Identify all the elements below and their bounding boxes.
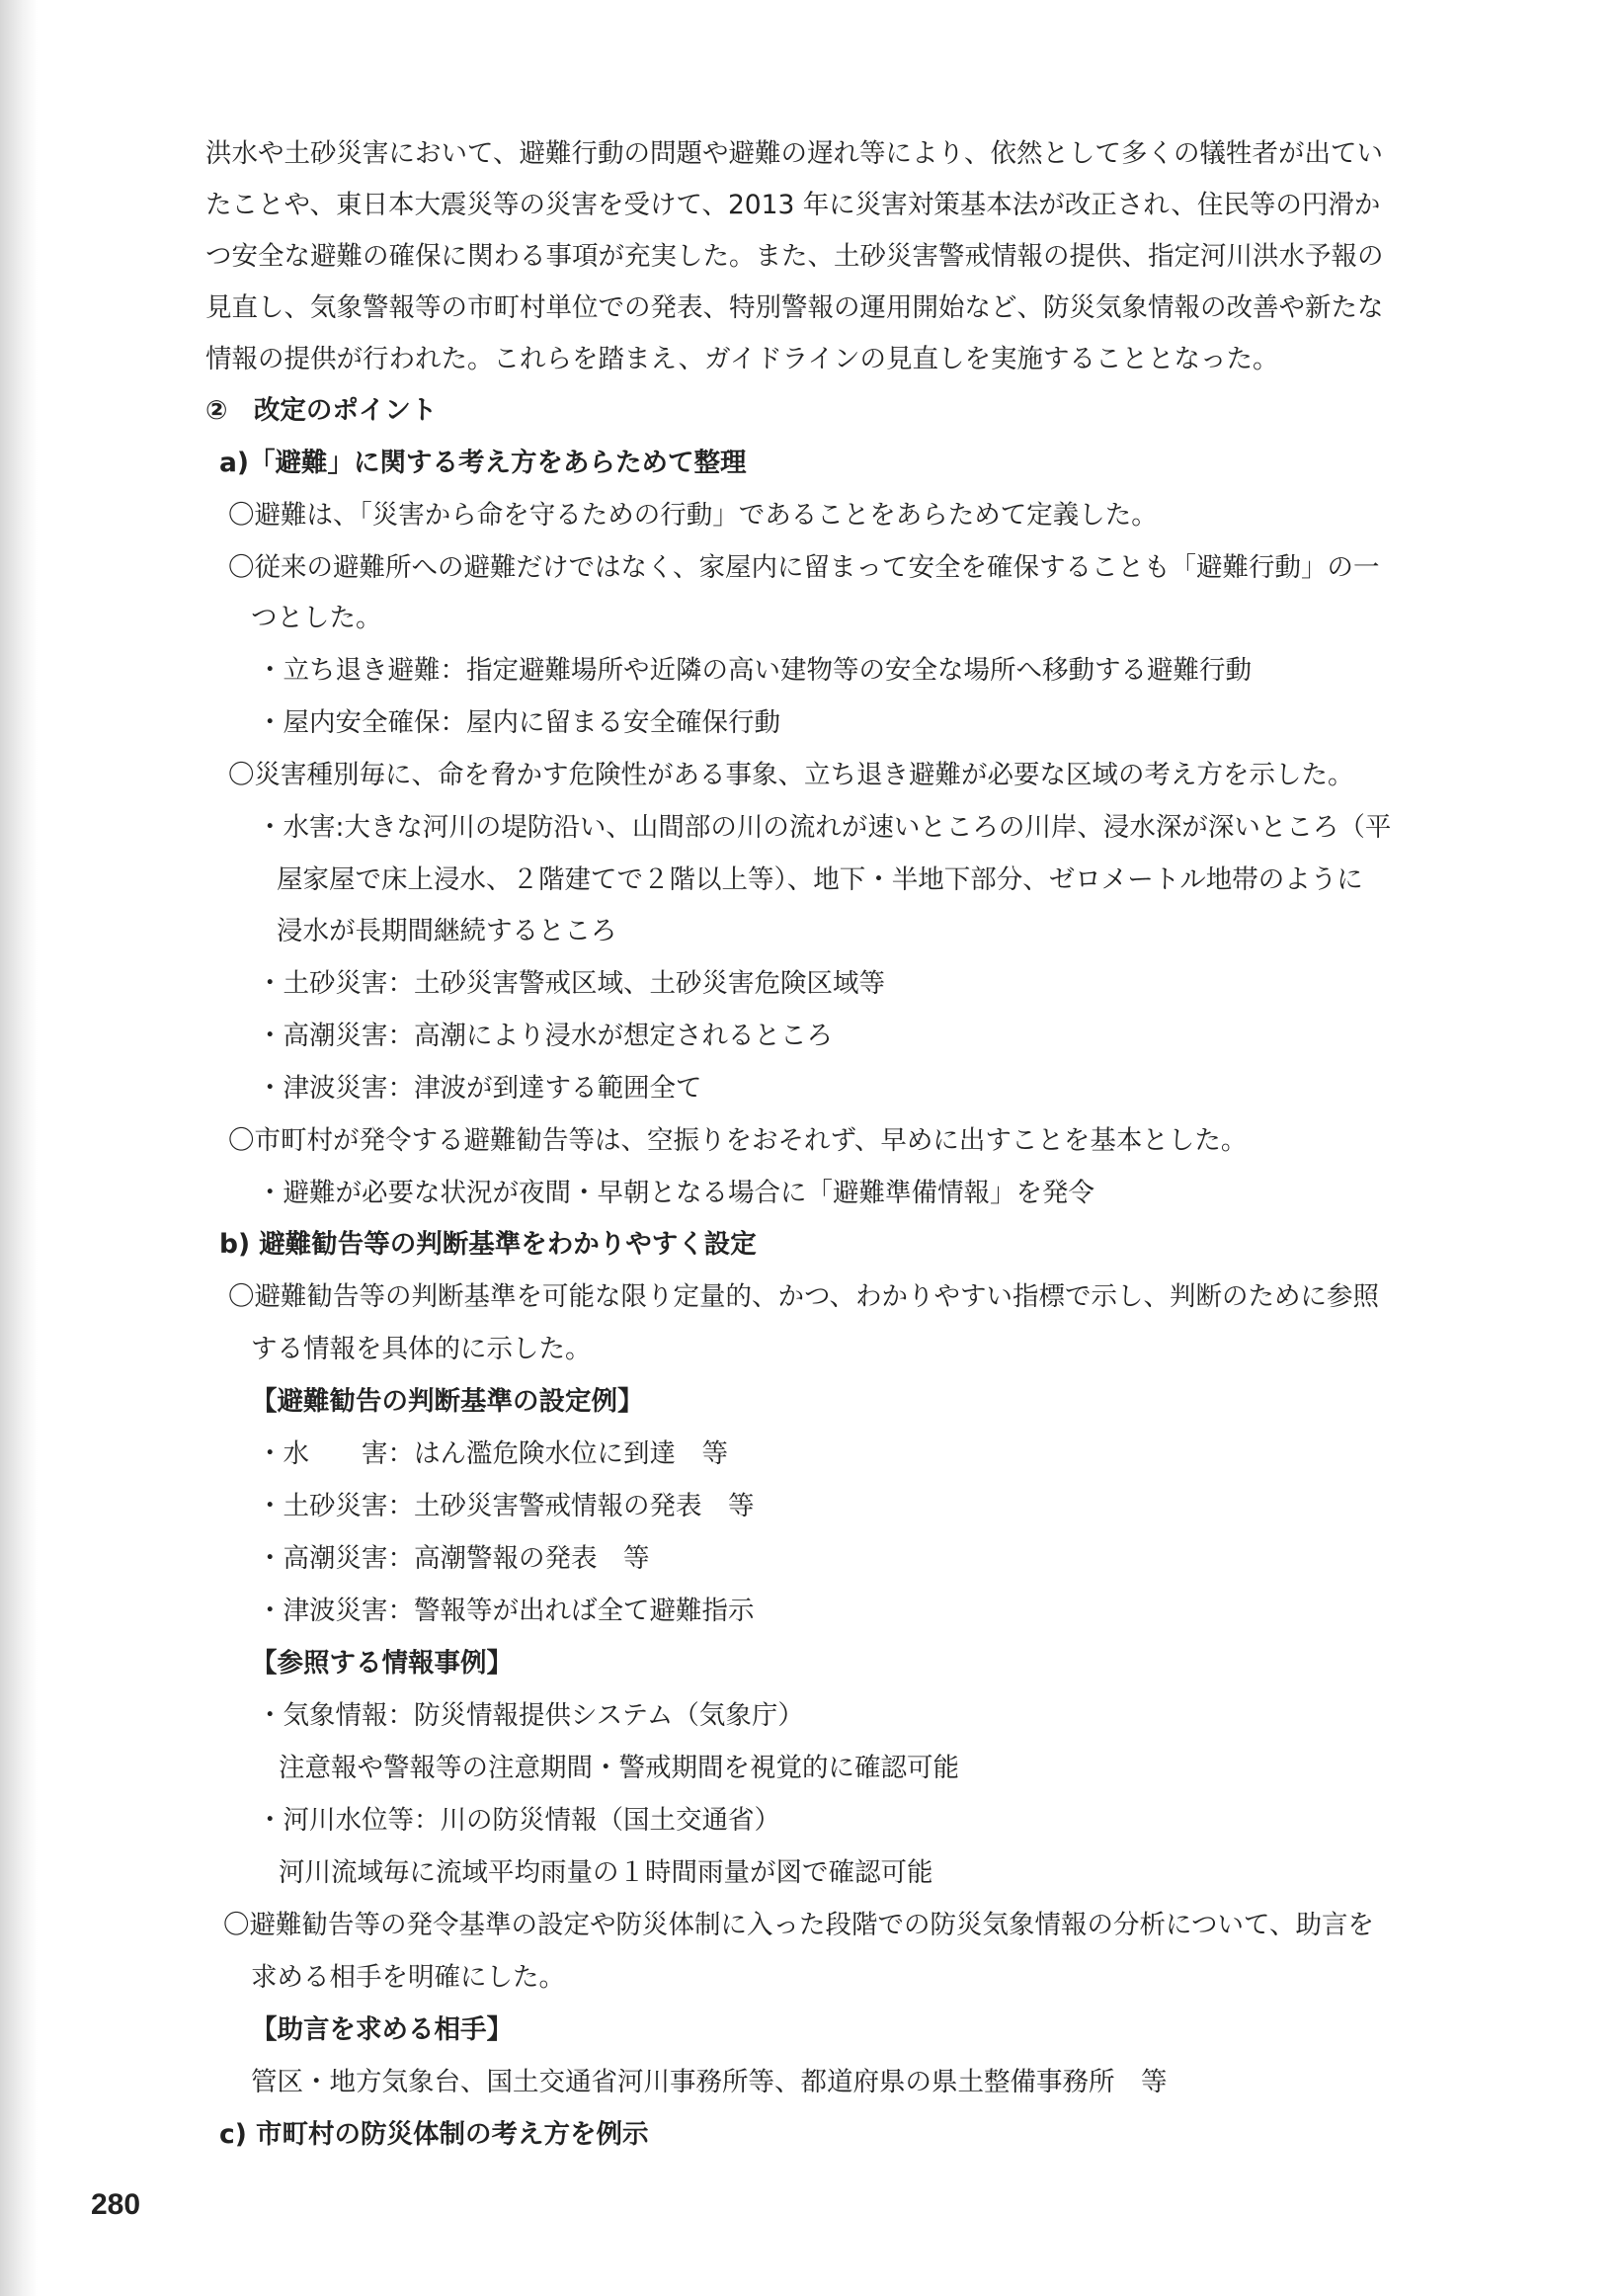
bracket-heading: 【助言を求める相手】 — [251, 2014, 513, 2045]
intro-line: つ安全な避難の確保に関わる事項が充実した。また、土砂災害警戒情報の提供、指定河川洪水予報の — [205, 241, 1384, 272]
section-heading: ② 改定のポイント — [205, 395, 438, 426]
bracket-heading: 【参照する情報事例】 — [251, 1648, 513, 1679]
bracket-heading: 【避難勧告の判断基準の設定例】 — [251, 1386, 644, 1417]
bullet-dot-line: ・河川水位等：川の防災情報（国土交通省） — [257, 1805, 780, 1836]
intro-line: 見直し、気象警報等の市町村単位での発表、特別警報の運用開始など、防災気象情報の改善や新たな — [205, 292, 1384, 323]
advisor-list-line: 管区・地方気象台、国土交通省河川事務所等、都道府県の県土整備事務所 等 — [251, 2067, 1168, 2097]
continuation-line: 屋家屋で床上浸水、２階建てで２階以上等）、地下・半地下部分、ゼロメートル地帯のように — [277, 864, 1363, 895]
bullet-dot-line: ・水 害：はん濫危険水位に到達 等 — [257, 1438, 728, 1469]
page-gutter-shadow — [0, 0, 38, 2296]
subsection-heading-b: b) 避難勧告等の判断基準をわかりやすく設定 — [219, 1229, 757, 1260]
bullet-circle-line: 〇市町村が発令する避難勧告等は、空振りをおそれず、早めに出すことを基本とした。 — [228, 1125, 1248, 1156]
intro-line: たことや、東日本大震災等の災害を受けて、2013 年に災害対策基本法が改正され、住民等の円滑か — [205, 190, 1381, 220]
bullet-circle-line: 〇避難勧告等の判断基準を可能な限り定量的、かつ、わかりやすい指標で示し、判断のために参照 — [228, 1281, 1379, 1312]
bullet-circle-line: 〇災害種別毎に、命を脅かす危険性がある事象、立ち退き避難が必要な区域の考え方を示した。 — [228, 760, 1354, 790]
bullet-dot-line: ・津波災害：津波が到達する範囲全て — [257, 1073, 702, 1104]
subsection-heading-c: c) 市町村の防災体制の考え方を例示 — [219, 2119, 649, 2150]
continuation-line: する情報を具体的に示した。 — [251, 1334, 592, 1364]
continuation-line: つとした。 — [251, 603, 382, 633]
bullet-dot-line: ・津波災害：警報等が出れば全て避難指示 — [257, 1596, 755, 1626]
continuation-line: 河川流域毎に流域平均雨量の１時間雨量が図で確認可能 — [279, 1857, 933, 1888]
continuation-line: 求める相手を明確にした。 — [251, 1962, 565, 1993]
bullet-circle-line: 〇避難勧告等の発令基準の設定や防災体制に入った段階での防災気象情報の分析について、助言を — [223, 1910, 1374, 1940]
intro-line: 情報の提供が行われた。これらを踏まえ、ガイドラインの見直しを実施することとなった。 — [205, 344, 1279, 374]
bullet-dot-line: ・立ち退き避難：指定避難場所や近隣の高い建物等の安全な場所へ移動する避難行動 — [257, 655, 1252, 686]
intro-line: 洪水や土砂災害において、避難行動の問題や避難の遅れ等により、依然として多くの犠牲者が出てい — [205, 138, 1383, 169]
bullet-dot-line: ・水害:大きな河川の堤防沿い、山間部の川の流れが速いところの川岸、浸水深が深いところ（平 — [257, 812, 1392, 843]
bullet-dot-line: ・気象情報：防災情報提供システム（気象庁） — [257, 1700, 804, 1731]
bullet-dot-line: ・土砂災害：土砂災害警戒情報の発表 等 — [257, 1491, 755, 1521]
bullet-dot-line: ・高潮災害：高潮警報の発表 等 — [257, 1543, 650, 1574]
subsection-heading-a: a)「避難」に関する考え方をあらためて整理 — [219, 448, 747, 478]
continuation-line: 浸水が長期間継続するところ — [277, 916, 617, 946]
bullet-dot-line: ・屋内安全確保：屋内に留まる安全確保行動 — [257, 707, 780, 738]
faded-header-mark — [148, 47, 336, 77]
page-number: 280 — [91, 2188, 141, 2221]
bullet-dot-line: ・土砂災害：土砂災害警戒区域、土砂災害危険区域等 — [257, 968, 885, 999]
bullet-dot-line: ・避難が必要な状況が夜間・早朝となる場合に「避難準備情報」を発令 — [257, 1178, 1094, 1208]
bullet-circle-line: 〇従来の避難所への避難だけではなく、家屋内に留まって安全を確保することも「避難行動」の一 — [228, 552, 1380, 583]
bullet-dot-line: ・高潮災害：高潮により浸水が想定されるところ — [257, 1021, 833, 1051]
bullet-circle-line: 〇避難は、「災害から命を守るための行動」であることをあらためて定義した。 — [228, 500, 1158, 531]
continuation-line: 注意報や警報等の注意期間・警戒期間を視覚的に確認可能 — [279, 1753, 959, 1783]
